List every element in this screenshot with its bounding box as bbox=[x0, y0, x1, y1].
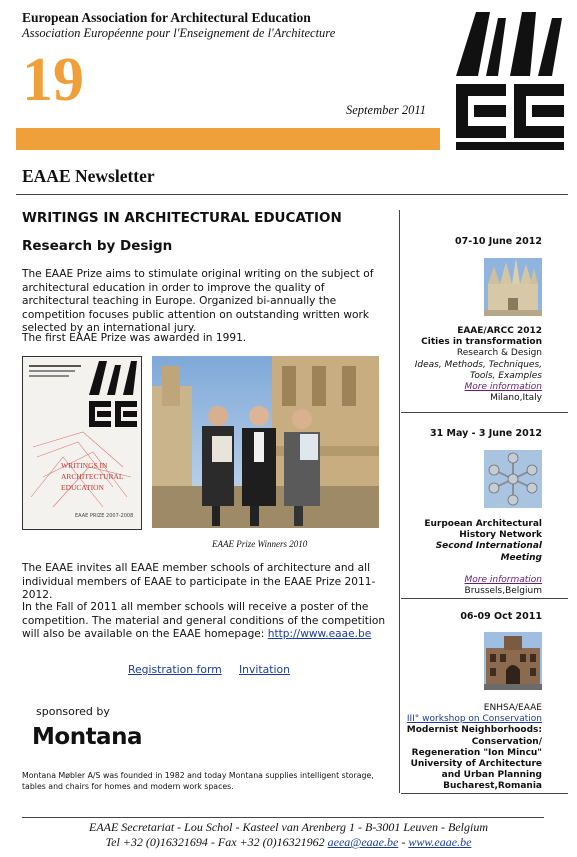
event-1-place: Milano,Italy bbox=[490, 393, 542, 404]
section-subheading: Research by Design bbox=[22, 238, 173, 254]
eaae-homepage-link[interactable]: http://www.eaae.be bbox=[267, 628, 372, 640]
atomium-photo bbox=[484, 450, 542, 508]
header-accent-bar bbox=[16, 128, 440, 150]
event-3-title: ENHSA/EAAE bbox=[483, 703, 542, 713]
event-2-subtitle: Second International Meeting bbox=[435, 541, 542, 563]
sidebar-separator-1 bbox=[401, 412, 568, 413]
event-3-details bbox=[403, 703, 542, 793]
event-3-place: Bucharest,Romania bbox=[443, 781, 542, 792]
event-2-place: Brussels,Belgium bbox=[464, 586, 542, 597]
sidebar-separator-3 bbox=[401, 793, 568, 794]
invitation-link[interactable]: Invitation bbox=[239, 663, 290, 676]
event-2-title: Eurpoean Architectural History Network bbox=[424, 519, 542, 541]
prize-intro-paragraph: The EAAE Prize aims to stimulate original writing on the subject of architectural education in order to improve the quality of architectural teaching in Europe. Organized bi-annually the competition focuses public attention on outstanding written work selected by an international jury. bbox=[22, 268, 374, 334]
sponsor-description: Montana Møbler A/S was founded in 1982 and today Montana supplies intelligent storage, tables and chairs for homes and modern work spaces. bbox=[22, 771, 374, 791]
prize-winners-photo bbox=[152, 356, 379, 528]
event-1-line2: Ideas, Methods, Techniques, bbox=[414, 359, 542, 370]
event-2-date: 31 May - 3 June 2012 bbox=[429, 428, 542, 439]
event-1-details bbox=[403, 326, 542, 404]
poster-paragraph bbox=[22, 601, 397, 642]
montana-logo: Montana bbox=[32, 724, 142, 750]
footer-phone-fax: Tel +32 (0)16321694 - Fax +32 (0)16321962 bbox=[105, 835, 328, 849]
first-prize-paragraph: The first EAAE Prize was awarded in 1991. bbox=[22, 332, 247, 344]
issue-date: September 2011 bbox=[346, 103, 426, 117]
bucharest-building-photo bbox=[484, 632, 542, 690]
invitation-paragraph: The EAAE invites all EAAE member schools of architecture and all individual members of EAAE to participate in the EAAE Prize 2011-2012. bbox=[22, 562, 376, 601]
event-2-more-info-link[interactable]: More information bbox=[464, 574, 542, 585]
book-cover-title: WRITINGS IN ARCHITECTURAL EDUCATION bbox=[61, 461, 124, 492]
event-3-description: Modernist Neighborhoods: Conservation/ Regeneration "Ion Mincu" University of Architecture and Urban Planning bbox=[406, 725, 542, 781]
org-name-fr: Association Européenne pour l'Enseignement de l'Architecture bbox=[22, 26, 336, 40]
sponsored-by-label: sponsored by bbox=[36, 705, 110, 718]
event-1-line3: Tools, Examples bbox=[469, 370, 542, 381]
header-divider bbox=[16, 194, 568, 195]
milan-cathedral-photo bbox=[484, 258, 542, 316]
footer-divider bbox=[22, 817, 544, 818]
sidebar-separator-2 bbox=[401, 598, 568, 599]
issue-number: 19 bbox=[22, 46, 84, 114]
event-1-subtitle: Cities in transformation bbox=[421, 337, 542, 348]
org-name-en: European Association for Architectural Education bbox=[22, 10, 311, 25]
footer-email-link[interactable]: aeea@eaae.be bbox=[327, 835, 399, 849]
newsletter-title: EAAE Newsletter bbox=[22, 166, 155, 186]
registration-form-link[interactable]: Registration form bbox=[128, 663, 222, 676]
event-1-line1: Research & Design bbox=[456, 348, 542, 359]
event-1-more-info-link[interactable]: More information bbox=[464, 382, 542, 393]
event-3-date: 06-09 Oct 2011 bbox=[460, 611, 542, 622]
event-1-date: 07-10 June 2012 bbox=[455, 236, 542, 247]
event-3-workshop-link[interactable]: III° workshop on Conservation bbox=[406, 714, 542, 725]
footer-separator: - bbox=[398, 835, 409, 849]
footer-contact bbox=[0, 835, 577, 850]
poster-paragraph-text: In the Fall of 2011 all member schools will receive a poster of the competition. The material and general conditions of the competition will also be available on the EAAE homepage: bbox=[22, 601, 386, 640]
eaae-logo bbox=[452, 8, 570, 153]
footer-website-link[interactable]: www.eaae.be bbox=[408, 835, 472, 849]
section-heading: WRITINGS IN ARCHITECTURAL EDUCATION bbox=[22, 210, 342, 226]
event-1-title: EAAE/ARCC 2012 bbox=[457, 326, 542, 336]
event-2-details bbox=[403, 519, 542, 597]
svg-text:EAAE PRIZE 2007-2008: EAAE PRIZE 2007-2008 bbox=[75, 513, 134, 519]
sidebar-divider bbox=[399, 210, 400, 793]
footer-address: EAAE Secretariat - Lou Schol - Kasteel van Arenberg 1 - B-3001 Leuven - Belgium bbox=[88, 820, 489, 834]
book-cover-image bbox=[22, 356, 142, 530]
photo-caption: EAAE Prize Winners 2010 bbox=[212, 539, 308, 549]
